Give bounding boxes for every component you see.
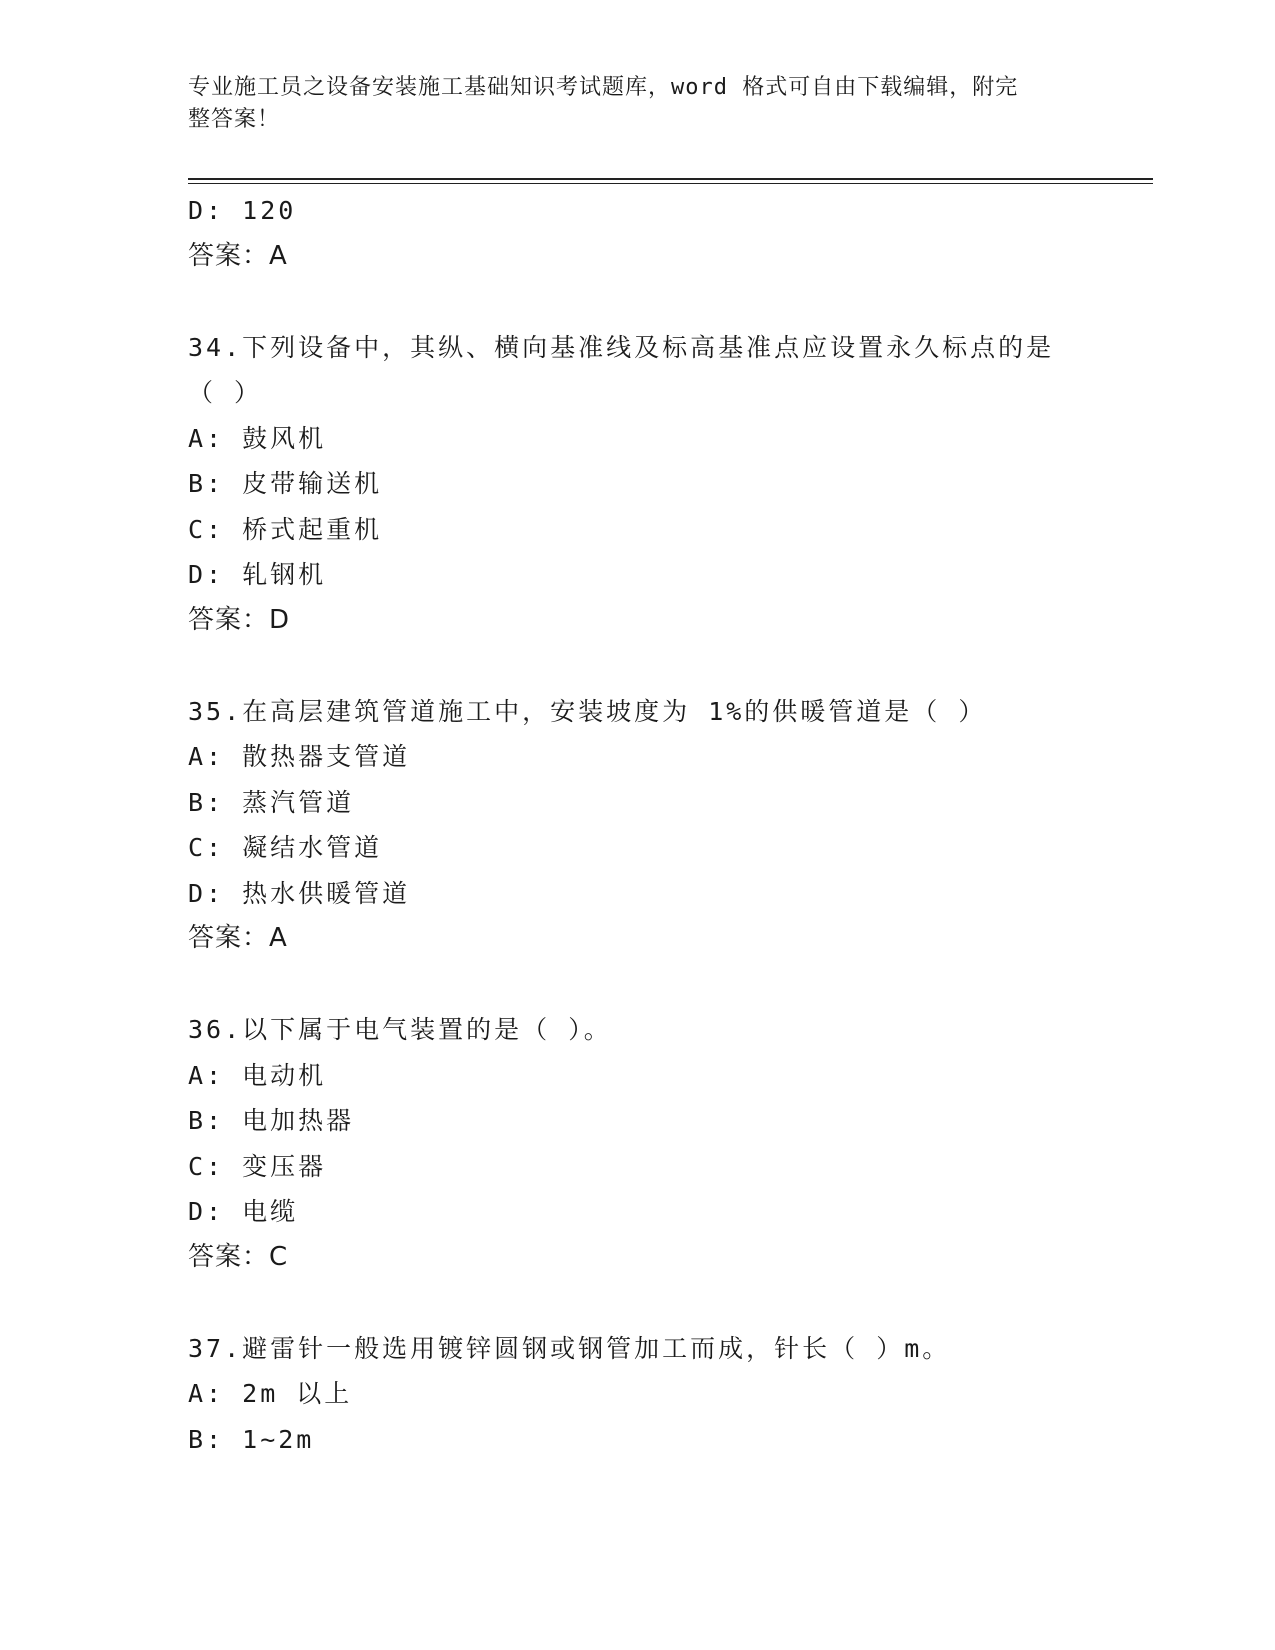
question-stem: 34.下列设备中，其纵、横向基准线及标高基准点应设置永久标点的是 [188,332,1055,362]
answer-line: 答案：C [188,1241,289,1272]
option-d: D: 热水供暖管道 [188,878,411,908]
header-divider-thin [188,183,1153,184]
question-35 [188,689,1088,962]
option-c: C: 凝结水管道 [188,833,383,862]
option-b: B: 蒸汽管道 [188,787,355,817]
option-d: D: 轧钢机 [188,560,327,589]
option-a: A: 2m 以上 [188,1379,353,1408]
answer-line: 答案：D [188,604,291,635]
option-a: A: 鼓风机 [188,423,327,453]
question-stem: 36.以下属于电气装置的是（ ）。 [188,1015,612,1044]
option-d: D: 120 [188,196,297,225]
document-header [188,72,1068,136]
spacer [188,962,1088,1008]
previous-question-tail [188,188,1088,279]
header-line-1: 专业施工员之设备安装施工基础知识考试题库，word 格式可自由下载编辑，附完 [188,75,1019,100]
spacer [188,279,1088,325]
question-list [188,188,1088,1462]
option-b: B: 电加热器 [188,1106,355,1135]
option-b: B: 皮带输送机 [188,469,383,498]
question-36 [188,1007,1088,1280]
header-line-2: 整答案！ [188,107,281,132]
spacer [188,643,1088,689]
question-stem: 35.在高层建筑管道施工中，安装坡度为 1%的供暖管道是（ ） [188,696,987,726]
option-d: D: 电缆 [188,1197,299,1226]
question-stem: 37.避雷针一般选用镀锌圆钢或钢管加工而成，针长（ ）m。 [188,1333,951,1363]
question-34 [188,325,1088,644]
answer-line: 答案：A [188,923,288,953]
option-a: A: 散热器支管道 [188,742,411,771]
option-a: A: 电动机 [188,1060,327,1090]
option-b: B: 1~2m [188,1424,315,1454]
question-37 [188,1326,1088,1463]
question-stem-continued: （ ） [188,378,263,407]
header-divider-thick [188,178,1153,180]
spacer [188,1280,1088,1326]
answer-line: 答案：A [188,240,288,271]
option-c: C: 桥式起重机 [188,514,383,544]
option-c: C: 变压器 [188,1151,327,1181]
